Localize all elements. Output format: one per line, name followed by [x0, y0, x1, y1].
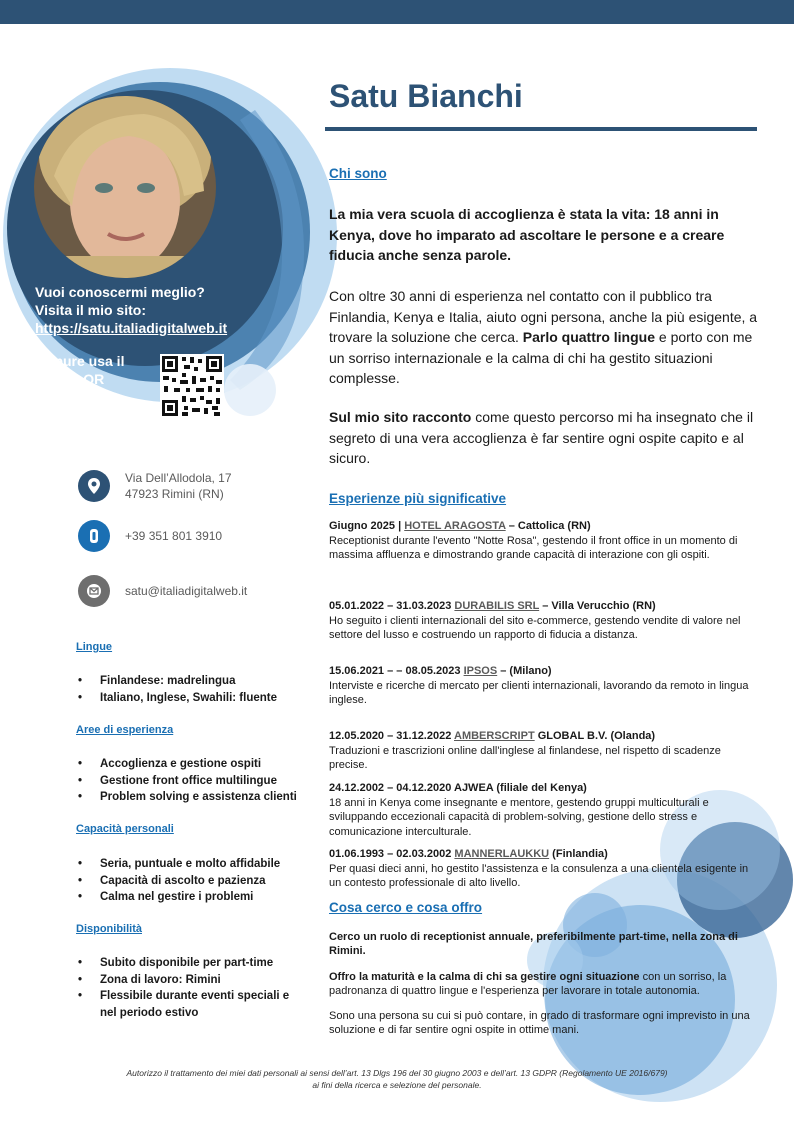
- list-item: • Capacità di ascolto e pazienza: [76, 873, 306, 890]
- section-title-aree: Aree di esperienza: [76, 724, 174, 736]
- list-item: • Calma nel gestire i problemi: [76, 889, 306, 906]
- aree-list: [76, 756, 306, 806]
- footer-line-2: ai fini della ricerca e selezione del personale.: [312, 1080, 482, 1090]
- offer-paragraph-1: Cerco un ruolo di receptionist annuale, preferibilmente part-time, nella zona di Rimini.: [329, 931, 738, 957]
- website-invite: [35, 283, 255, 337]
- experience-item: 24.12.2002 – 04.12.2020 AJWEA (filiale del Kenya) 18 anni in Kenya come insegnante e mentore, gestendo gruppi multiculturali e sviluppando eccezionali capacità di problem-solving, gestione dello stress e comunicazione interculturale.: [329, 782, 709, 838]
- disponibilita-list: [76, 955, 301, 1021]
- contact-address: [78, 470, 232, 502]
- profile-photo: [34, 96, 216, 278]
- experience-item: 01.06.1993 – 02.03.2002 MANNERLAUKKU (Finlandia) Per quasi dieci anni, ho gestito l'assistenza e la consulenza a una clientela esigente in un contesto professionale di alto livello.: [329, 848, 749, 889]
- invite-line-1: Vuoi conoscermi meglio?: [35, 284, 205, 300]
- contact-phone: [78, 520, 222, 552]
- list-item: • Finlandese: madrelingua: [76, 673, 306, 690]
- address-line-1: Via Dell’Allodola, 17: [125, 471, 232, 485]
- about-paragraph-2: Con oltre 30 anni di esperienza nel contatto con il pubblico tra Finlandia, Kenya e Italia, aiuto ogni persona, anche la più esigente, a trovare la soluzione che cerca. Parlo quattro lingue e porto con me un sorriso internazionale e la calma di chi ha gestito situazioni complesse.: [329, 288, 758, 386]
- phone-number[interactable]: +39 351 801 3910: [125, 529, 223, 543]
- qr-line-2: codice QR: [35, 371, 105, 387]
- section-title-lingue: Lingue: [76, 641, 113, 653]
- offer-paragraph-3: Sono una persona su cui si può contare, in grado di trasformare ogni imprevisto in una soluzione e di far sentire ogni ospite in ottime mani.: [329, 1010, 750, 1036]
- section-title-esperienze: Esperienze più significative: [329, 491, 507, 506]
- page-title: Satu Bianchi: [329, 78, 523, 114]
- list-item: • Seria, puntuale e molto affidabile: [76, 856, 306, 873]
- offer-paragraph-2: Offro la maturità e la calma di chi sa gestire ogni situazione con un sorriso, la padronanza di quattro lingue e l'esperienza per lavorare in totale autonomia.: [329, 971, 727, 997]
- list-item: • Subito disponibile per part-time: [76, 955, 301, 972]
- list-item: • Zona di lavoro: Rimini: [76, 972, 301, 989]
- contact-email: [78, 575, 247, 607]
- about-intro: La mia vera scuola di accoglienza è stata la vita: 18 anni in Kenya, dove ho imparato ad ascoltare le persone e a creare fiducia anche senza parole.: [329, 206, 725, 263]
- section-title-cosa-cerco: Cosa cerco e cosa offro: [329, 900, 483, 915]
- experience-item: 15.06.2021 – – 08.05.2023 IPSOS – (Milano) Interviste e ricerche di mercato per clienti internazionali, lavorando da remoto in lingua inglese.: [329, 665, 749, 706]
- section-title-disponibilita: Disponibilità: [76, 923, 142, 935]
- list-item: • Flessibile durante eventi speciali e nel periodo estivo: [76, 988, 301, 1021]
- section-title-chi-sono: Chi sono: [329, 166, 387, 181]
- qr-invite: [35, 352, 145, 388]
- invite-line-2: Visita il mio sito:: [35, 302, 146, 318]
- phone-icon: [78, 520, 110, 552]
- footer-line-1: Autorizzo il trattamento dei miei dati personali ai sensi dell’art. 13 Dlgs 196 del 30 giugno 2003 e dell’art. 13 GDPR (Regolamento UE 2016/679): [126, 1068, 668, 1078]
- experience-item: 05.01.2022 – 31.03.2023 DURABILIS SRL – Villa Verucchio (RN) Ho seguito i clienti internazionali del sito e-commerce, gestendo vendite di valore nel settore del lusso e costruendo un rapporto di fiducia a distanza.: [329, 600, 741, 641]
- list-item: • Problem solving e assistenza clienti: [76, 789, 306, 806]
- lingue-list: [76, 673, 306, 706]
- experience-item: Giugno 2025 | HOTEL ARAGOSTA – Cattolica (RN) Receptionist durante l'evento "Notte Rosa", gestendo il front office in un momento di massima affluenza e dimostrando grande capacità di interazione con gli ospiti.: [329, 520, 738, 561]
- list-item: • Accoglienza e gestione ospiti: [76, 756, 306, 773]
- capacita-list: [76, 856, 306, 906]
- section-title-capacita: Capacità personali: [76, 823, 174, 835]
- location-pin-icon: [78, 470, 110, 502]
- list-item: • Italiano, Inglese, Swahili: fluente: [76, 690, 306, 707]
- experience-item: 12.05.2020 – 31.12.2022 AMBERSCRIPT GLOBAL B.V. (Olanda) Traduzioni e trascrizioni online dall'inglese al finlandese, nel rispetto di scadenze precise.: [329, 730, 721, 771]
- email-icon: [78, 575, 110, 607]
- qr-line-1: Oppure usa il: [35, 353, 125, 369]
- title-divider: [325, 127, 757, 131]
- address-line-2: 47923 Rimini (RN): [125, 487, 224, 501]
- email-address[interactable]: satu@italiadigitalweb.it: [125, 584, 248, 598]
- about-paragraph-3: Sul mio sito racconto come questo percorso mi ha insegnato che il segreto di una vera accoglienza è far sentire ogni ospite capito e al sicuro.: [329, 409, 754, 466]
- list-item: • Gestione front office multilingue: [76, 773, 306, 790]
- privacy-footer: [0, 1067, 794, 1091]
- qr-code[interactable]: [160, 354, 224, 418]
- website-link[interactable]: https://satu.italiadigitalweb.it: [35, 320, 228, 336]
